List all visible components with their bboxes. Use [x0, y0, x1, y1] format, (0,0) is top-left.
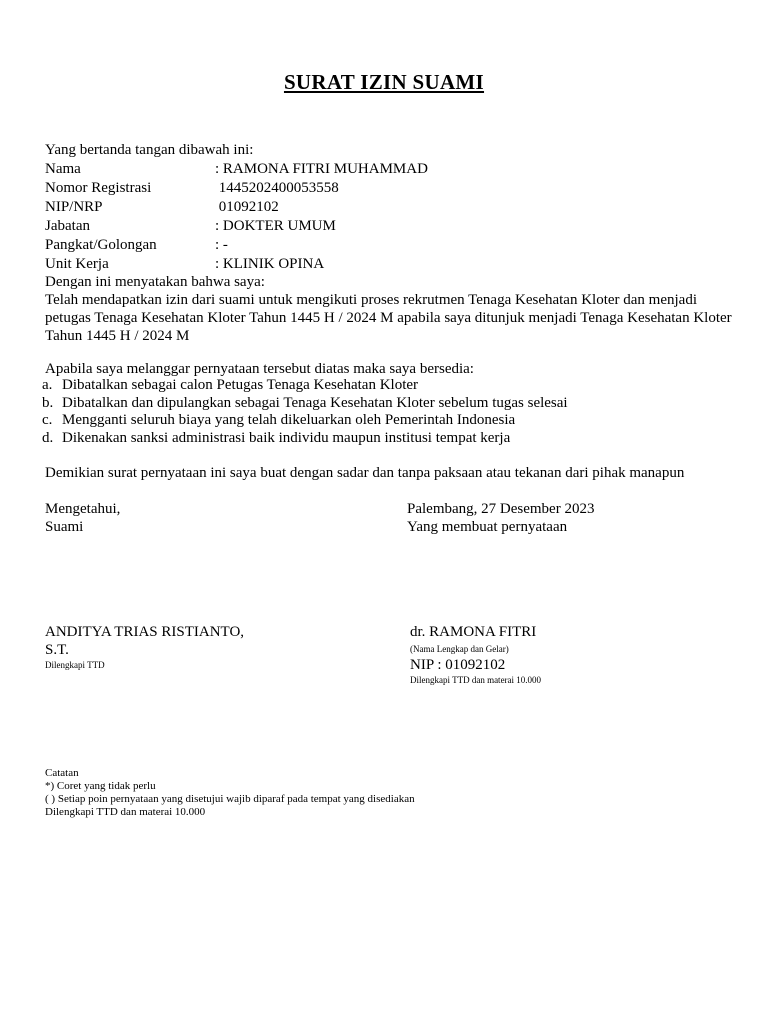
signature-note: Dilengkapi TTD dan materai 10.000	[410, 675, 542, 685]
statement-paragraph: Telah mendapatkan izin dari suami untuk mengikuti proses rekrutmen Tenaga Kesehatan Kloter dan menjadi petugas Tenaga Kesehatan Kloter Tahun 1445 H / 2024 M apabila saya ditunjuk menjadi Tenaga Kesehatan Kloter Tahun 1445 H / 2024 M	[45, 292, 732, 344]
field-row-pangkat-golongan	[45, 236, 645, 255]
list-text: Mengganti seluruh biaya yang telah dikeluarkan oleh Pemerintah Indonesia	[62, 412, 516, 428]
list-item	[42, 412, 735, 430]
statement-intro: Dengan ini menyatakan bahwa saya:	[45, 274, 265, 290]
declarant-name: dr. RAMONA FITRI	[410, 624, 537, 640]
list-text: Dikenakan sanksi administrasi baik individu maupun institusi tempat kerja	[62, 429, 511, 446]
field-row-nama	[45, 160, 645, 179]
place-date: Palembang, 27 Desember 2023	[407, 501, 595, 517]
list-text: Dibatalkan dan dipulangkan sebagai Tenaga Kesehatan Kloter sebelum tugas selesai	[62, 394, 568, 411]
husband-label: Suami	[45, 519, 84, 535]
signature-right-name-block	[410, 623, 541, 686]
field-label: Jabatan	[45, 218, 90, 234]
field-row-nip-nrp	[45, 198, 645, 217]
note-line: ( ) Setiap poin pernyataan yang disetujui wajib diparaf pada tempat yang disediakan	[45, 793, 415, 805]
signature-left-header	[45, 500, 120, 536]
signature-right-header	[407, 500, 594, 536]
field-row-unit-kerja	[45, 255, 645, 274]
violation-intro: Apabila saya melanggar pernyataan tersebut diatas maka saya bersedia:	[45, 361, 474, 377]
field-value: : -	[215, 237, 228, 253]
list-item	[42, 377, 735, 395]
field-label: Pangkat/Golongan	[45, 237, 157, 253]
field-row-nomor-registrasi	[45, 179, 645, 198]
field-value: : KLINIK OPINA	[215, 256, 325, 272]
field-value: 01092102	[215, 199, 279, 215]
husband-name-suffix: S.T.	[45, 642, 69, 658]
violation-list	[42, 377, 735, 447]
notes-block	[45, 767, 415, 819]
field-row-jabatan	[45, 217, 645, 236]
field-value: : DOKTER UMUM	[215, 218, 336, 234]
field-label: Unit Kerja	[45, 256, 109, 272]
list-marker: d.	[42, 429, 54, 446]
husband-name: ANDITYA TRIAS RISTIANTO,	[45, 624, 245, 640]
closing-statement: Demikian surat pernyataan ini saya buat dengan sadar dan tanpa paksaan atau tekanan dari pihak manapun	[45, 465, 685, 481]
acknowledged-label: Mengetahui,	[45, 501, 121, 517]
declarant-label: Yang membuat pernyataan	[407, 519, 568, 535]
list-text: Dibatalkan sebagai calon Petugas Tenaga Kesehatan Kloter	[62, 377, 419, 393]
list-marker: a.	[42, 377, 53, 393]
signature-note: Dilengkapi TTD	[45, 660, 105, 670]
note-line: Dilengkapi TTD dan materai 10.000	[45, 806, 206, 818]
field-label: Nama	[45, 161, 81, 177]
list-marker: b.	[42, 394, 54, 411]
name-hint: (Nama Lengkap dan Gelar)	[410, 644, 509, 654]
field-value: 1445202400053558	[215, 180, 339, 196]
list-item	[42, 429, 735, 448]
intro-text: Yang bertanda tangan dibawah ini:	[45, 142, 254, 158]
signature-left-name-block	[45, 623, 244, 671]
document-title: SURAT IZIN SUAMI	[283, 70, 485, 94]
field-value: : RAMONA FITRI MUHAMMAD	[215, 161, 428, 177]
field-label: Nomor Registrasi	[45, 180, 152, 196]
list-item	[42, 394, 735, 413]
declarant-nip: NIP : 01092102	[410, 657, 506, 673]
note-line: *) Coret yang tidak perlu	[45, 780, 156, 792]
notes-heading: Catatan	[45, 767, 79, 779]
field-label: NIP/NRP	[45, 199, 103, 215]
list-marker: c.	[42, 412, 53, 428]
